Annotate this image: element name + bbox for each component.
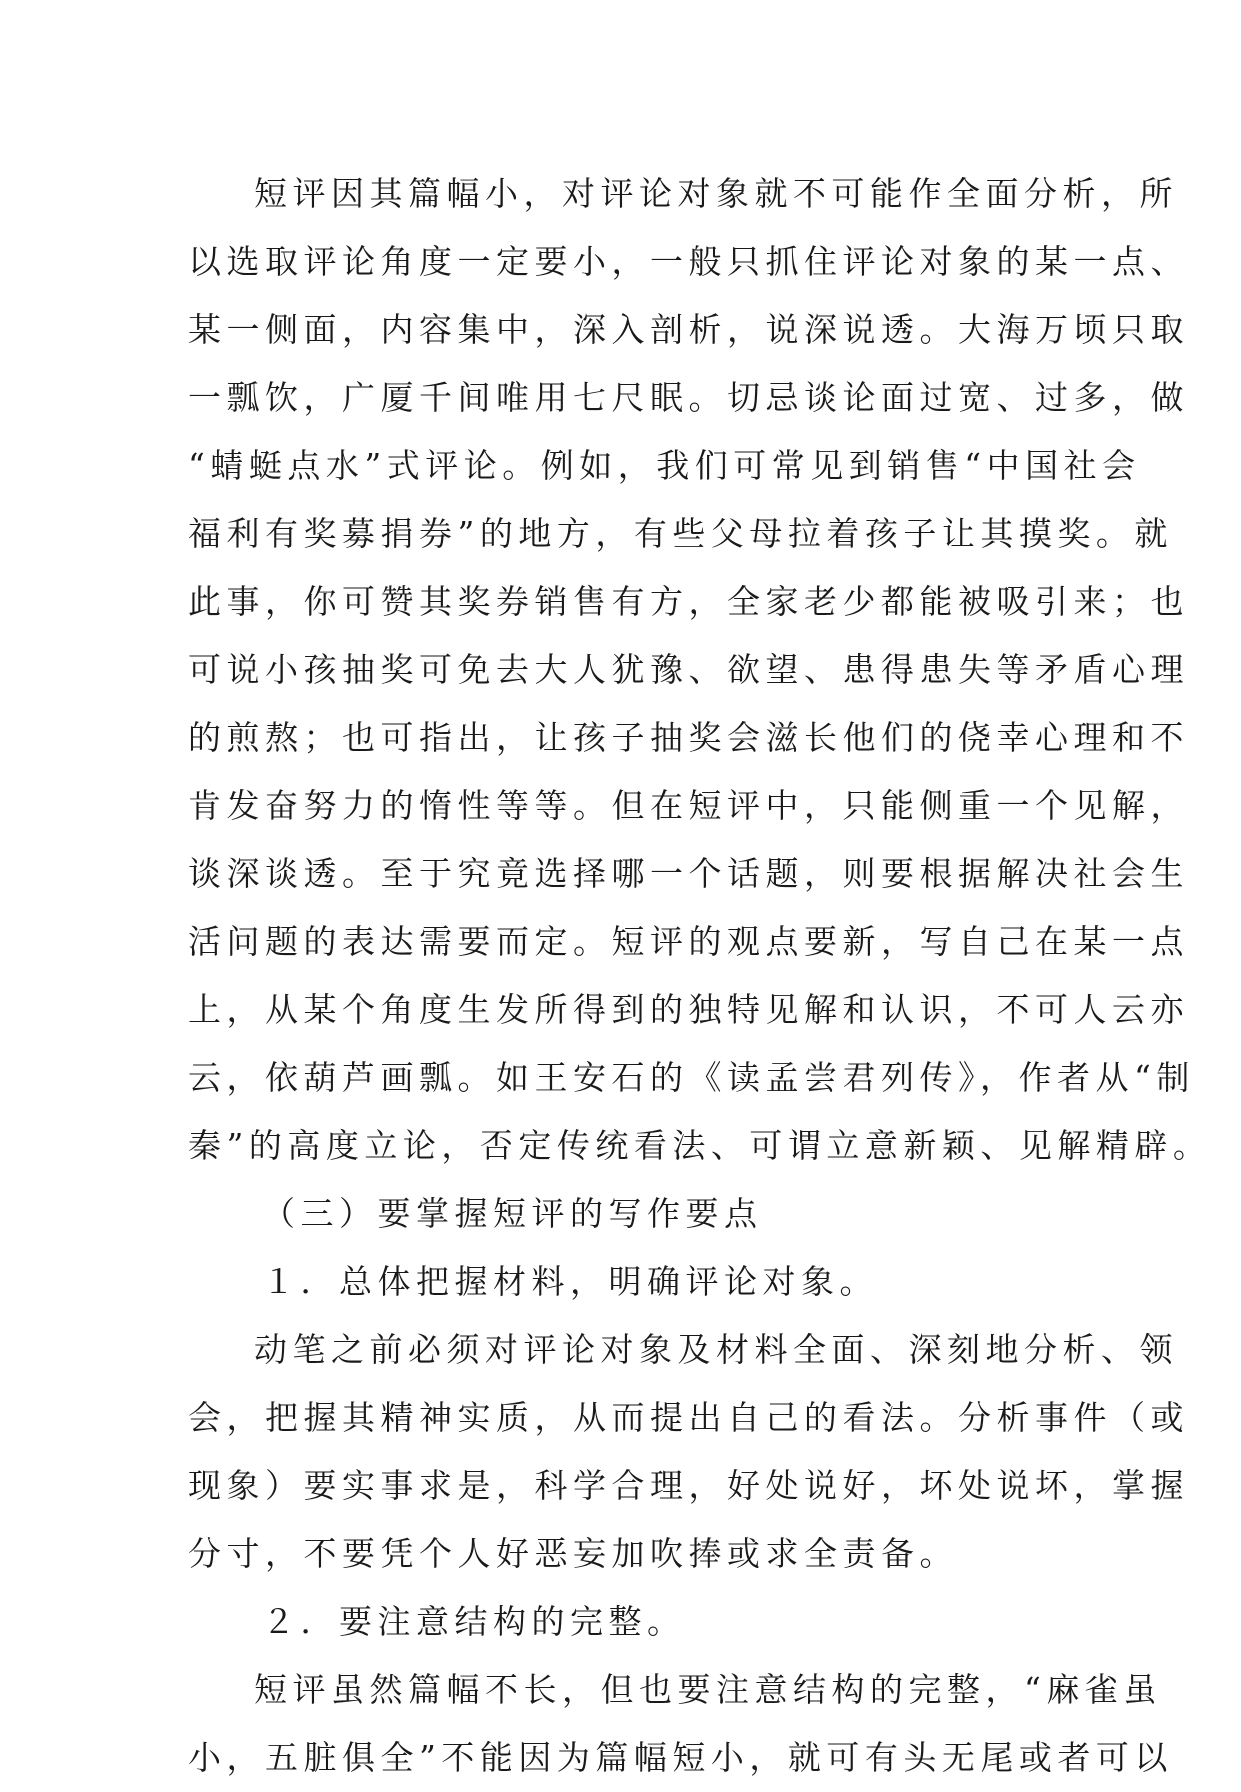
paragraph-line: 会，把握其精神实质，从而提出自己的看法。分析事件（或: [188, 1398, 1189, 1437]
paragraph-line: 此事，你可赞其奖券销售有方，全家老少都能被吸引来；也: [188, 582, 1189, 621]
numbered-item-heading: ２．要注意结构的完整。: [262, 1602, 686, 1641]
numbered-item-heading: １．总体把握材料，明确评论对象。: [262, 1262, 878, 1301]
paragraph-line: 肯发奋努力的惰性等等。但在短评中，只能侧重一个见解，: [188, 786, 1189, 825]
paragraph-line: 一瓢饮，广厦千间唯用七尺眠。切忌谈论面过宽、过多，做: [188, 378, 1189, 417]
paragraph-line: 福利有奖募捐券”的地方，有些父母拉着孩子让其摸奖。就: [188, 514, 1173, 553]
paragraph-line: 上，从某个角度生发所得到的独特见解和认识，不可人云亦: [188, 990, 1189, 1029]
paragraph-line: 谈深谈透。至于究竟选择哪一个话题，则要根据解决社会生: [188, 854, 1189, 893]
paragraph-line: 小，五脏俱全”不能因为篇幅短小，就可有头无尾或者可以: [188, 1738, 1173, 1777]
section-heading: （三）要掌握短评的写作要点: [262, 1194, 763, 1233]
paragraph-line: 云，依葫芦画瓢。如王安石的《读孟尝君列传》，作者从“制: [188, 1058, 1195, 1097]
paragraph-line: 某一侧面，内容集中，深入剖析，说深说透。大海万顷只取: [188, 310, 1189, 349]
paragraph-line: 的煎熬；也可指出，让孩子抽奖会滋长他们的侥幸心理和不: [188, 718, 1189, 757]
paragraph-line: 秦”的高度立论，否定传统看法、可谓立意新颖、见解精辟。: [188, 1126, 1212, 1165]
document-page: [188, 160, 1212, 1792]
paragraph-line: 可说小孩抽奖可免去大人犹豫、欲望、患得患失等矛盾心理: [188, 650, 1189, 689]
paragraph-line: 现象）要实事求是，科学合理，好处说好，坏处说坏，掌握: [188, 1466, 1189, 1505]
paragraph-line: 动笔之前必须对评论对象及材料全面、深刻地分析、领: [254, 1330, 1178, 1369]
paragraph-line: 短评虽然篇幅不长，但也要注意结构的完整，“麻雀虽: [254, 1670, 1162, 1709]
paragraph-line: 短评因其篇幅小，对评论对象就不可能作全面分析，所: [254, 174, 1178, 213]
paragraph-line: 分寸，不要凭个人好恶妄加吹捧或求全责备。: [188, 1534, 958, 1573]
paragraph-line: “蜻蜓点水”式评论。例如，我们可常见到销售“中国社会: [188, 446, 1141, 485]
paragraph-line: 以选取评论角度一定要小，一般只抓住评论对象的某一点、: [188, 242, 1189, 281]
paragraph-line: 活问题的表达需要而定。短评的观点要新，写自己在某一点: [188, 922, 1189, 961]
